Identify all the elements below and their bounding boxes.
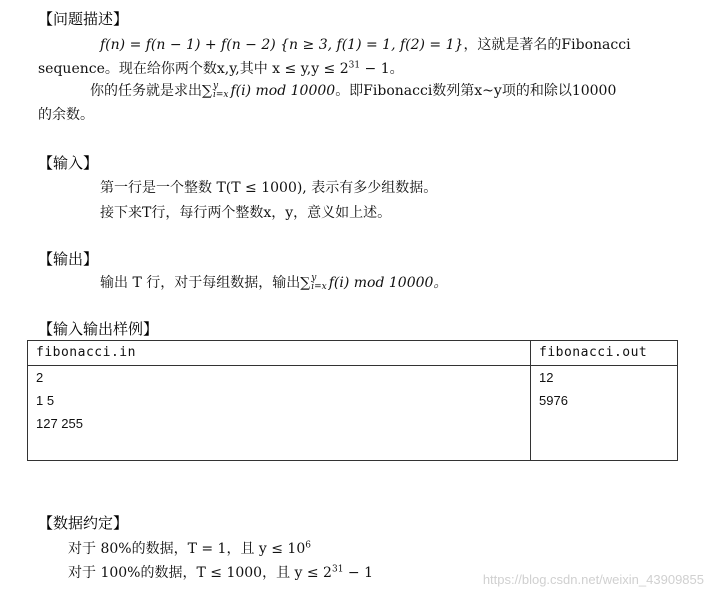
constraint-line-1-text: 对于 80%的数据，T = 1，且 y ≤ 10 xyxy=(68,541,306,557)
sum-symbol: ∑ xyxy=(202,83,212,99)
problem-line-4: 的余数。 xyxy=(38,107,94,123)
sum-limits xyxy=(311,274,327,292)
problem-line-2-exponent: 31 xyxy=(348,60,361,71)
output-line-1 xyxy=(100,272,447,292)
constraint-line-2-exponent: 31 xyxy=(331,564,344,575)
sample-output-line: 5976 xyxy=(539,393,568,408)
problem-line-1-tail: ，这就是著名的Fibonacci xyxy=(463,37,631,53)
sample-input-line: 1 5 xyxy=(36,393,55,408)
input-line-2: 接下来T行，每行两个整数x，y，意义如上述。 xyxy=(100,205,392,221)
output-line-1-text: 输出 T 行，对于每组数据，输出 xyxy=(100,275,301,291)
section-heading-output: 【输出】 xyxy=(38,250,99,268)
constraint-line-2-text: 对于 100%的数据，T ≤ 1000，且 y ≤ 2 xyxy=(68,565,332,581)
sum-expression: f(i) mod 10000。 xyxy=(328,275,448,291)
input-line-1: 第一行是一个整数 T(T ≤ 1000), 表示有多少组数据。 xyxy=(100,180,438,196)
table-row xyxy=(28,366,678,461)
sample-io-table xyxy=(27,340,678,461)
column-header-input-file: fibonacci.in xyxy=(28,341,531,366)
constraint-line-1 xyxy=(68,538,311,558)
sample-input-line: 2 xyxy=(36,370,44,385)
problem-line-2-text: sequence。现在给你两个数x,y,其中 x ≤ y,y ≤ 2 xyxy=(38,61,349,77)
section-heading-problem: 【问题描述】 xyxy=(38,10,129,28)
constraint-line-2-tail: − 1 xyxy=(343,565,373,581)
problem-line-3-tail: 。即Fibonacci数列第x~y项的和除以10000 xyxy=(335,83,617,99)
sum-expression: f(i) mod 10000 xyxy=(230,83,336,99)
sample-output-line: 12 xyxy=(539,370,554,385)
problem-line-2-tail: − 1。 xyxy=(360,61,404,77)
problem-line-2 xyxy=(38,58,404,78)
sample-input-cell xyxy=(28,366,531,461)
sum-upper: y xyxy=(213,81,219,91)
sample-output-cell xyxy=(531,366,678,461)
problem-line-1 xyxy=(100,34,631,54)
sum-lower: i=x xyxy=(311,282,327,292)
column-header-output-file: fibonacci.out xyxy=(531,341,678,366)
problem-line-3-text: 你的任务就是求出 xyxy=(90,83,202,99)
problem-line-3 xyxy=(90,80,616,100)
watermark-url: https://blog.csdn.net/weixin_43909855 xyxy=(482,572,704,587)
section-heading-sample: 【输入输出样例】 xyxy=(38,320,159,338)
constraint-line-1-exponent: 6 xyxy=(305,540,311,551)
sample-input-line: 127 255 xyxy=(36,416,83,431)
recurrence-formula: f(n) = f(n − 1) + f(n − 2) {n ≥ 3, f(1) = 1, f(2) = 1} xyxy=(100,37,464,53)
constraint-line-2 xyxy=(68,562,373,582)
sum-limits xyxy=(213,82,229,100)
section-heading-input: 【输入】 xyxy=(38,154,99,172)
section-heading-constraints: 【数据约定】 xyxy=(38,514,129,532)
sum-lower: i=x xyxy=(213,90,229,100)
sum-symbol: ∑ xyxy=(300,275,311,291)
sum-upper: y xyxy=(311,273,317,283)
table-header-row xyxy=(28,341,678,366)
